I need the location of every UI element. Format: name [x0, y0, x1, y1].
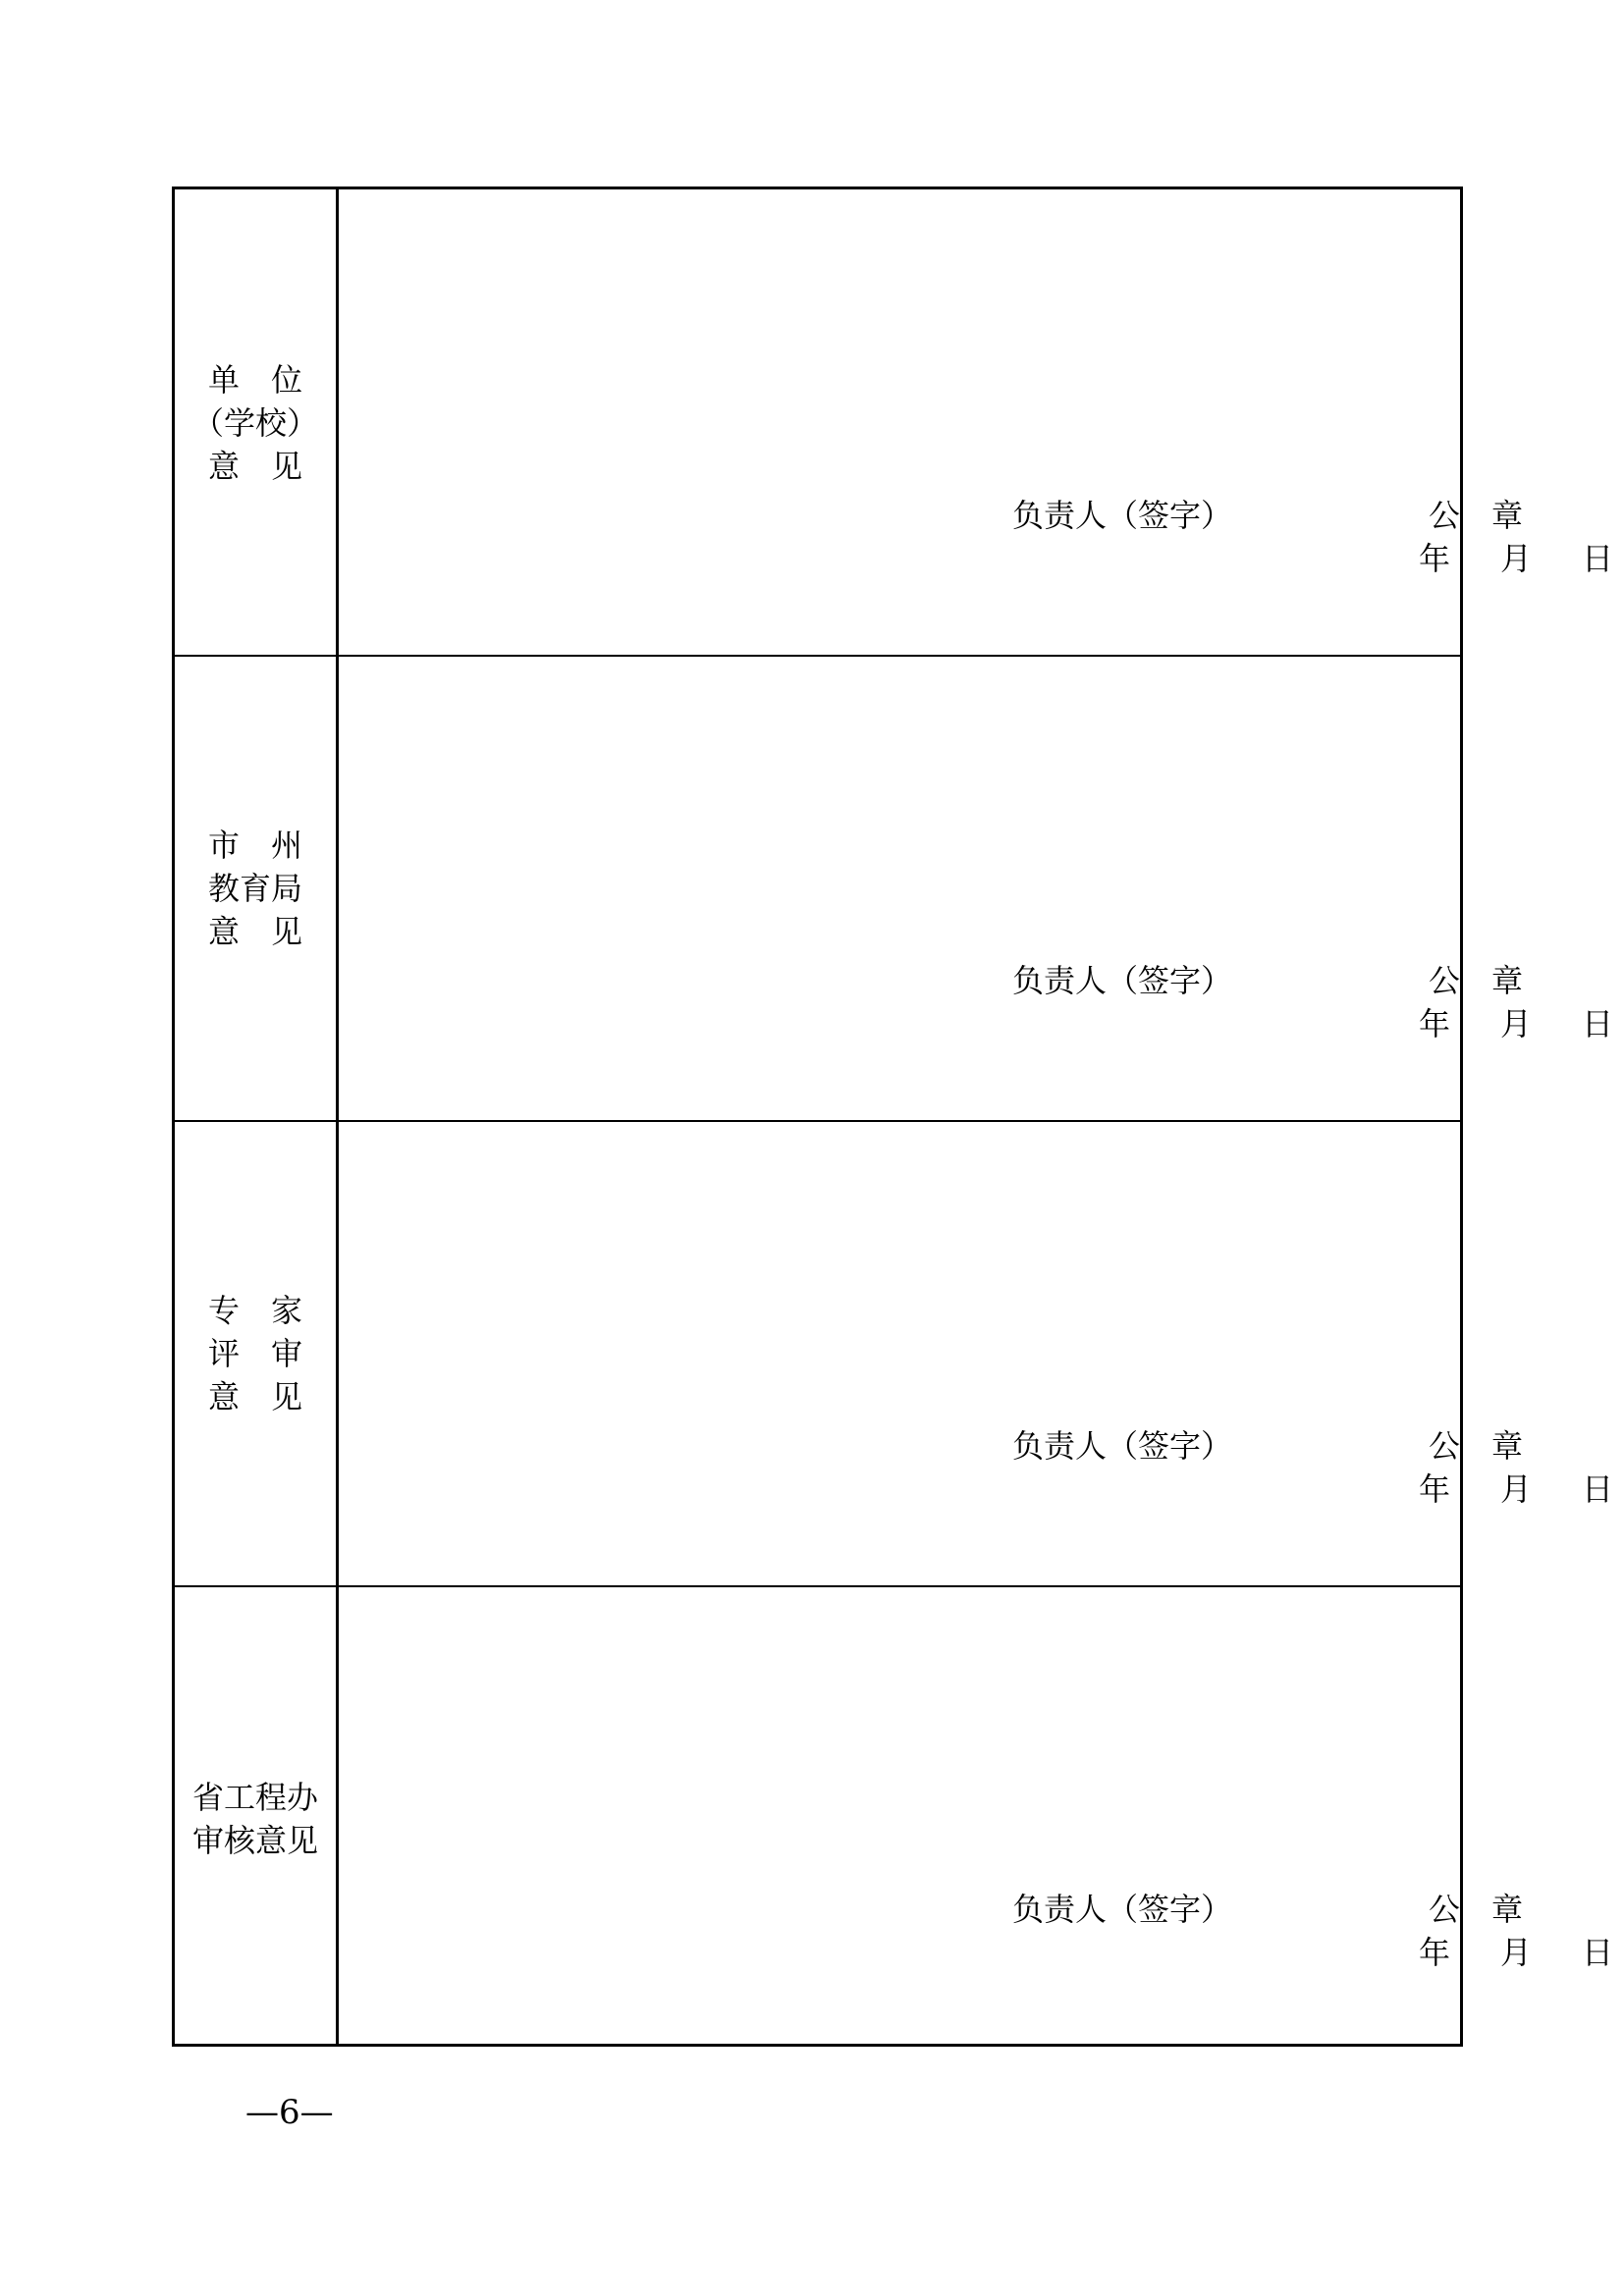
date-day-label: 日	[1582, 1934, 1614, 1971]
date-day-label: 日	[1582, 1005, 1614, 1042]
city-education-bureau-opinion-row	[175, 655, 1614, 1120]
row-label-city	[175, 657, 339, 1120]
date-month-label: 月	[1500, 1934, 1533, 1971]
row-label-line: 教育局	[207, 870, 302, 907]
seal-label: 公 章	[1429, 497, 1524, 534]
seal-label: 公 章	[1429, 1891, 1524, 1928]
date-day-label: 日	[1582, 1470, 1614, 1508]
date-year-label: 年	[1419, 540, 1451, 577]
date-month-label: 月	[1500, 1005, 1533, 1042]
row-label-line: 专 家	[207, 1292, 302, 1329]
row-label-line: 意 见	[207, 1378, 302, 1415]
row-label-line: 市 州	[207, 827, 302, 864]
row-label-line: 评 审	[207, 1335, 302, 1372]
row-label-unit	[175, 189, 339, 655]
signature-label: 负责人（签字）	[1012, 1427, 1233, 1465]
page-number: —6—	[245, 2093, 334, 2132]
date-year-label: 年	[1419, 1005, 1451, 1042]
row-label-line: 省工程办	[191, 1779, 318, 1816]
date-month-label: 月	[1500, 1470, 1533, 1508]
row-label-provincial	[175, 1587, 339, 2047]
opinion-input-area[interactable]	[339, 1587, 1614, 2047]
date-year-label: 年	[1419, 1470, 1451, 1508]
unit-opinion-row	[175, 189, 1614, 655]
row-label-line: 意 见	[207, 448, 302, 485]
row-label-expert	[175, 1122, 339, 1585]
date-month-label: 月	[1500, 540, 1533, 577]
row-label-line: 单 位	[207, 361, 302, 399]
date-year-label: 年	[1419, 1934, 1451, 1971]
opinion-input-area[interactable]	[339, 657, 1614, 1120]
signature-label: 负责人（签字）	[1012, 962, 1233, 999]
signature-label: 负责人（签字）	[1012, 1891, 1233, 1928]
provincial-office-review-row	[175, 1585, 1614, 2047]
row-label-line: 意 见	[207, 913, 302, 950]
seal-label: 公 章	[1429, 962, 1524, 999]
seal-label: 公 章	[1429, 1427, 1524, 1465]
row-label-line: 审核意见	[191, 1822, 318, 1859]
expert-review-opinion-row	[175, 1120, 1614, 1585]
row-label-line: （学校）	[191, 404, 318, 442]
date-day-label: 日	[1582, 540, 1614, 577]
opinion-input-area[interactable]	[339, 1122, 1614, 1585]
signature-label: 负责人（签字）	[1012, 497, 1233, 534]
opinion-input-area[interactable]	[339, 189, 1614, 655]
opinion-form-table	[172, 187, 1614, 2047]
